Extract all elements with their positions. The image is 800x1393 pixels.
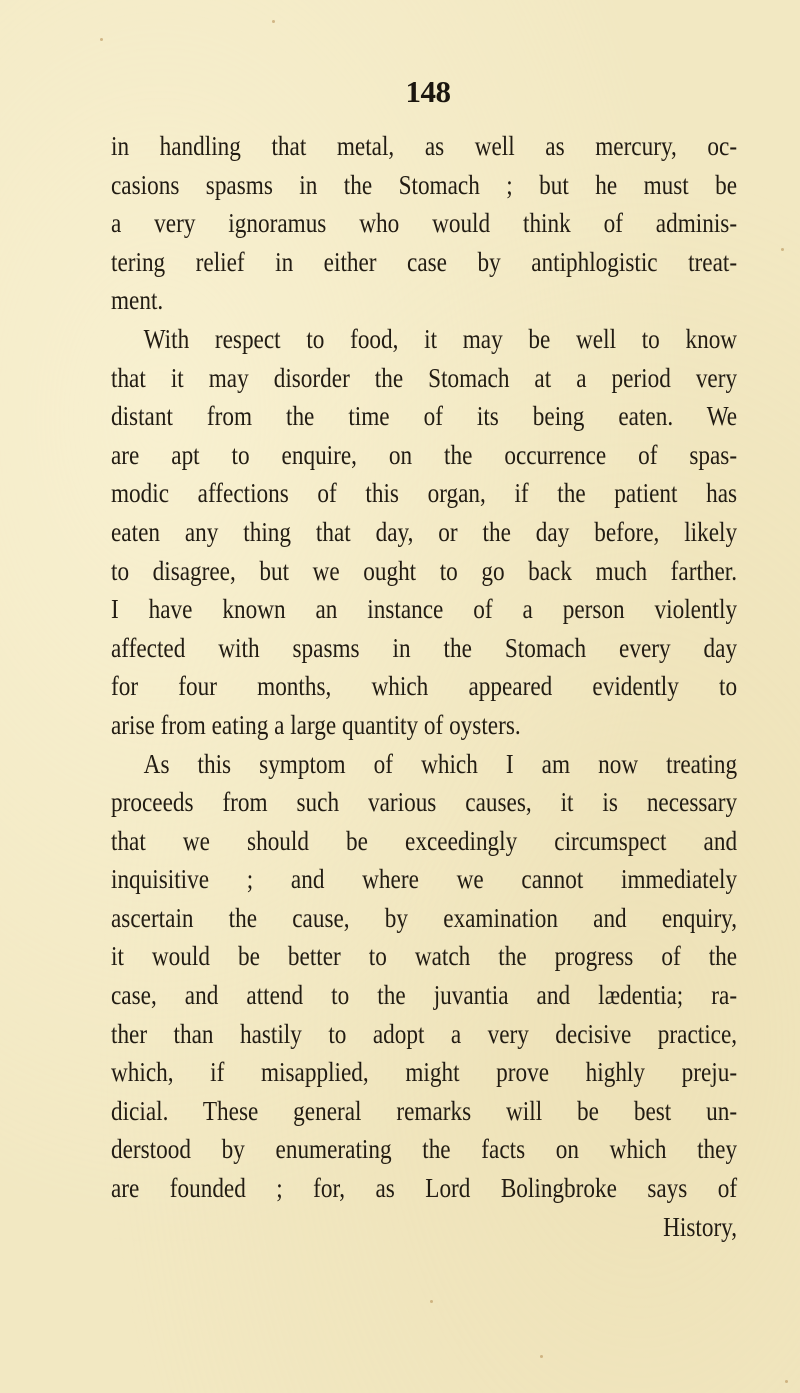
page-number: 148 xyxy=(405,74,451,109)
text-line: are apt to enquire, on the occurrence of spas- xyxy=(111,439,738,470)
text-line: that we should be exceedingly circumspect and xyxy=(111,825,738,856)
text-line: it would be better to watch the progress of the xyxy=(111,941,738,972)
text-line: inquisitive ; and where we cannot immediately xyxy=(111,864,738,895)
text-line: tering relief in either case by antiphlogistic treat- xyxy=(111,246,738,277)
text-line: for four months, which appeared evidently to xyxy=(111,671,738,702)
paper-speck xyxy=(272,20,275,23)
text-line: proceeds from such various causes, it is necessary xyxy=(111,787,738,818)
paper-speck xyxy=(781,248,784,251)
paper-speck xyxy=(430,1300,433,1303)
body-text xyxy=(111,127,737,1246)
text-line: are founded ; for, as Lord Bolingbroke says of xyxy=(111,1173,738,1204)
text-line: modic affections of this organ, if the patient has xyxy=(111,478,738,509)
text-line: a very ignoramus who would think of adminis- xyxy=(111,208,738,239)
text-line: ascertain the cause, by examination and enquiry, xyxy=(111,902,738,933)
text-line: distant from the time of its being eaten. We xyxy=(111,401,738,432)
paragraph-start-line: As this symptom of which I am now treating xyxy=(143,748,738,779)
paper-speck xyxy=(100,38,103,41)
text-line: I have known an instance of a person violently xyxy=(111,594,738,625)
text-line: which, if misapplied, might prove highly preju- xyxy=(111,1057,738,1088)
paragraph-start-line: With respect to food, it may be well to know xyxy=(143,323,738,354)
text-line: that it may disorder the Stomach at a period very xyxy=(111,362,738,393)
text-line: arise from eating a large quantity of oysters. xyxy=(111,709,521,740)
text-line: ther than hastily to adopt a very decisive practice, xyxy=(111,1018,738,1049)
text-line: derstood by enumerating the facts on which they xyxy=(111,1134,738,1165)
text-line: to disagree, but we ought to go back much farther. xyxy=(111,555,738,586)
text-line: eaten any thing that day, or the day before, likely xyxy=(111,516,738,547)
text-line: dicial. These general remarks will be best un- xyxy=(111,1095,738,1126)
text-line: casions spasms in the Stomach ; but he must be xyxy=(111,169,738,200)
catchword: History, xyxy=(663,1211,738,1242)
text-line: in handling that metal, as well as mercury, oc- xyxy=(111,131,738,161)
text-line: affected with spasms in the Stomach every day xyxy=(111,632,738,663)
paper-speck xyxy=(540,1355,543,1358)
paper-speck xyxy=(785,1380,788,1383)
text-line: case, and attend to the juvantia and lædentia; ra- xyxy=(111,980,738,1011)
text-line: ment. xyxy=(111,285,164,316)
